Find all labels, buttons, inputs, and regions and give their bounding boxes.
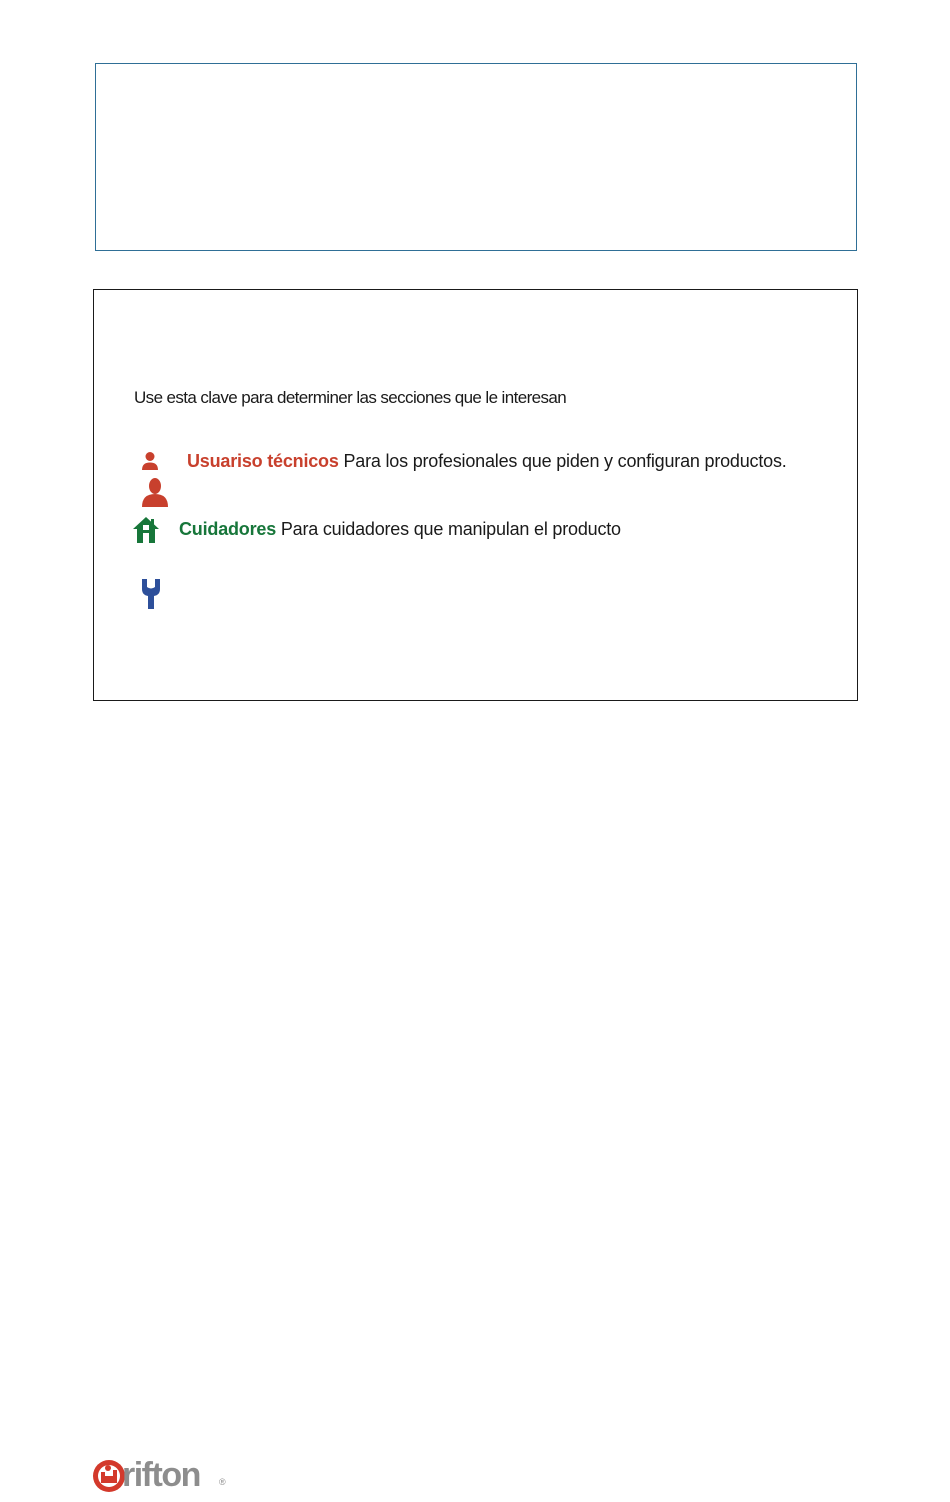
house-icon (132, 516, 160, 544)
technical-users-description: Para los profesionales que piden y configuran productos. (338, 451, 787, 471)
user-icon (139, 450, 161, 472)
top-frame (95, 63, 857, 251)
caregivers-row (179, 519, 621, 540)
user-icon (139, 476, 171, 508)
logo-wordmark: rifton (122, 1456, 200, 1494)
caregivers-description: Para cuidadores que manipulan el producto (276, 519, 621, 539)
wrench-icon (140, 577, 162, 611)
rifton-logo (92, 1457, 252, 1497)
key-panel (93, 289, 858, 701)
technical-users-label: Usuariso técnicos (187, 451, 339, 471)
caregivers-label: Cuidadores (179, 519, 277, 539)
technical-users-row (187, 451, 787, 472)
registered-mark: ® (219, 1477, 226, 1487)
rifton-logo-mark (92, 1459, 126, 1493)
key-intro: Use esta clave para determiner las secciones que le interesan (134, 388, 567, 407)
